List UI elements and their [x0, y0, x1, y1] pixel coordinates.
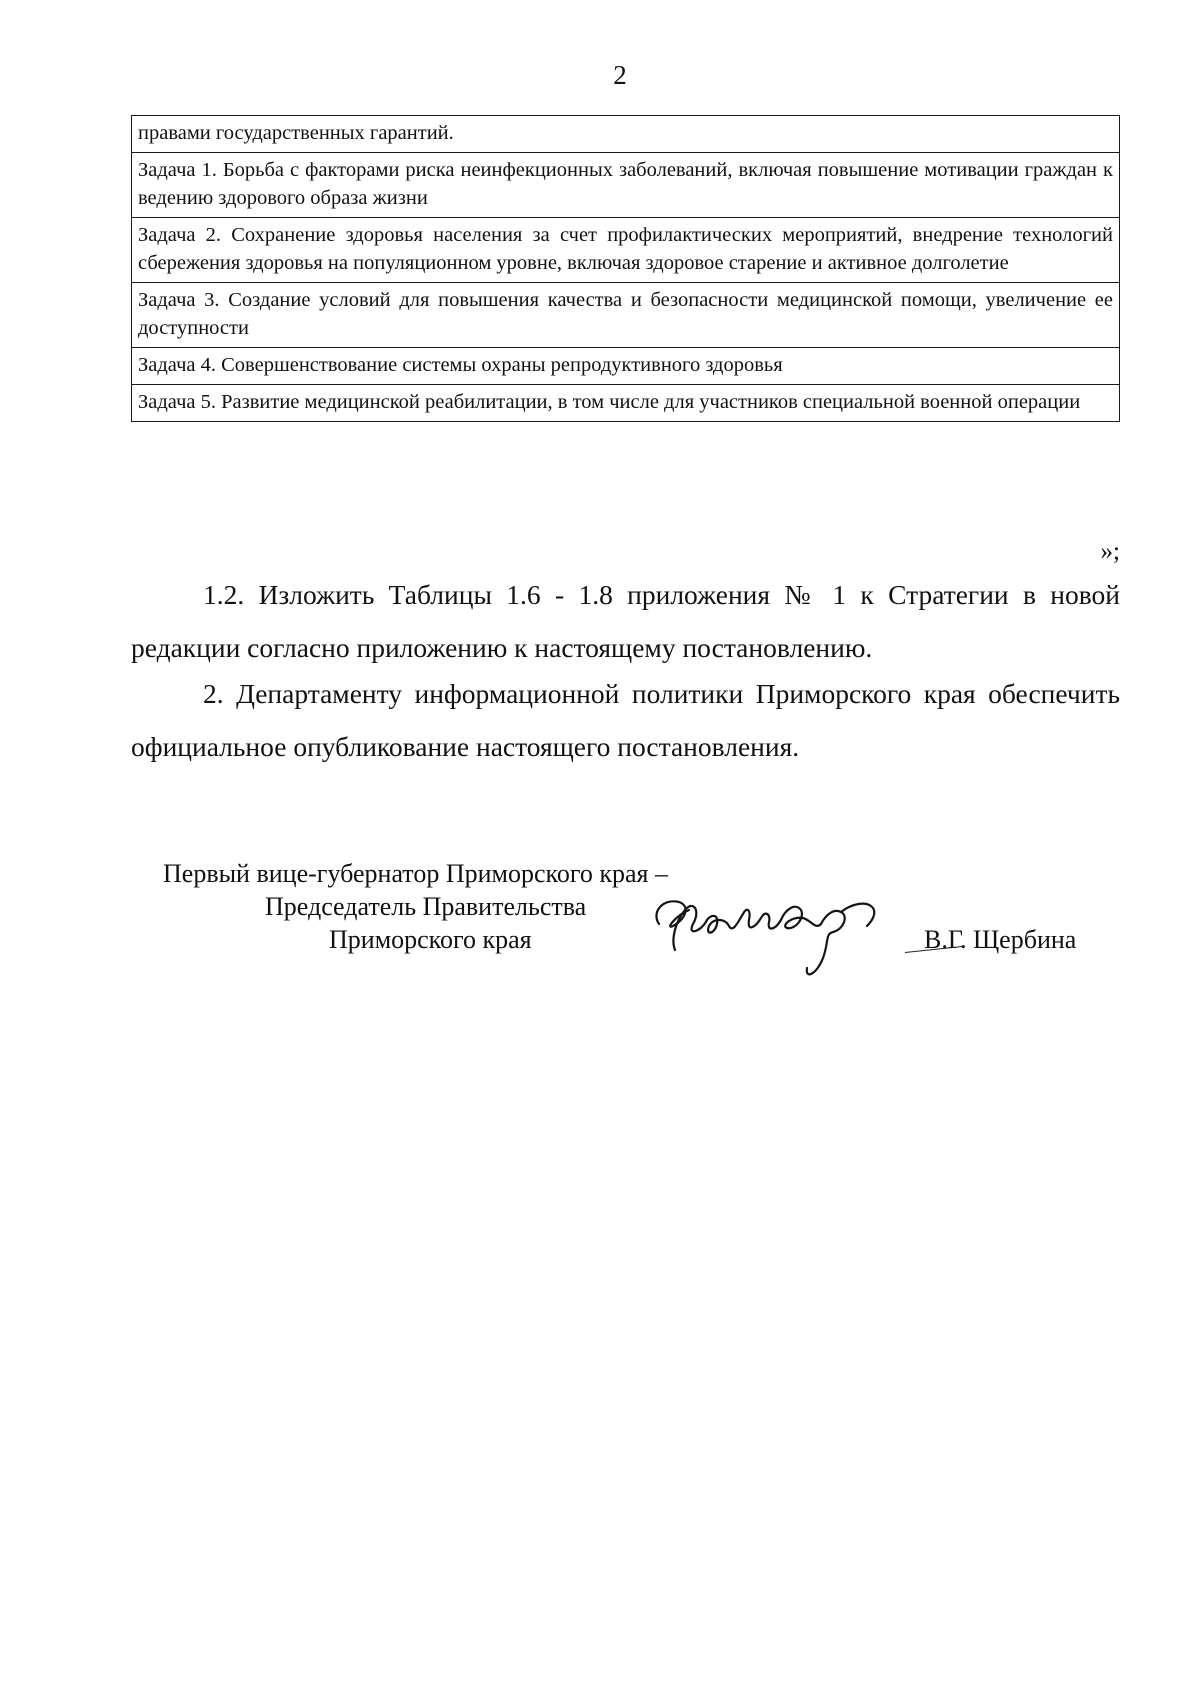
table-row — [132, 348, 1120, 385]
closing-quote-mark: »; — [1100, 538, 1120, 565]
table-cell: Задача 5. Развитие медицинской реабилитации, в том числе для участников специальной военной операции — [132, 385, 1120, 422]
table-row — [132, 283, 1120, 348]
page-number: 2 — [613, 60, 627, 90]
tasks-table — [131, 115, 1120, 422]
table-cell: правами государственных гарантий. — [132, 116, 1120, 153]
signatory-position-line-1: Первый вице-губернатор Приморского края – — [163, 859, 668, 888]
paragraph-2: 2. Департаменту информационной политики Приморского края обеспечить официальное опубликование настоящего постановления. — [131, 678, 1120, 762]
paragraph-1-2: 1.2. Изложить Таблицы 1.6 - 1.8 приложения № 1 к Стратегии в новой редакции согласно приложению к настоящему постановлению. — [131, 579, 1120, 663]
signatory-position-line-2: Председатель Правительства — [265, 892, 587, 921]
signatory-position-line-3: Приморского края — [329, 925, 532, 954]
table-cell: Задача 4. Совершенствование системы охраны репродуктивного здоровья — [132, 348, 1120, 385]
table-row — [132, 153, 1120, 218]
table-row — [132, 385, 1120, 422]
table-row — [132, 218, 1120, 283]
signatory-name: В.Г. Щербина — [924, 925, 1077, 954]
table-cell: Задача 3. Создание условий для повышения качества и безопасности медицинской помощи, увеличение ее доступности — [132, 283, 1120, 348]
table-cell: Задача 1. Борьба с факторами риска неинфекционных заболеваний, включая повышение мотивации граждан к ведению здорового образа жизни — [132, 153, 1120, 218]
handwritten-signature — [645, 880, 905, 990]
table-row — [132, 116, 1120, 153]
table-cell: Задача 2. Сохранение здоровья населения за счет профилактических мероприятий, внедрение технологий сбережения здоровья на популяционном уровне, включая здоровое старение и активное долголетие — [132, 218, 1120, 283]
